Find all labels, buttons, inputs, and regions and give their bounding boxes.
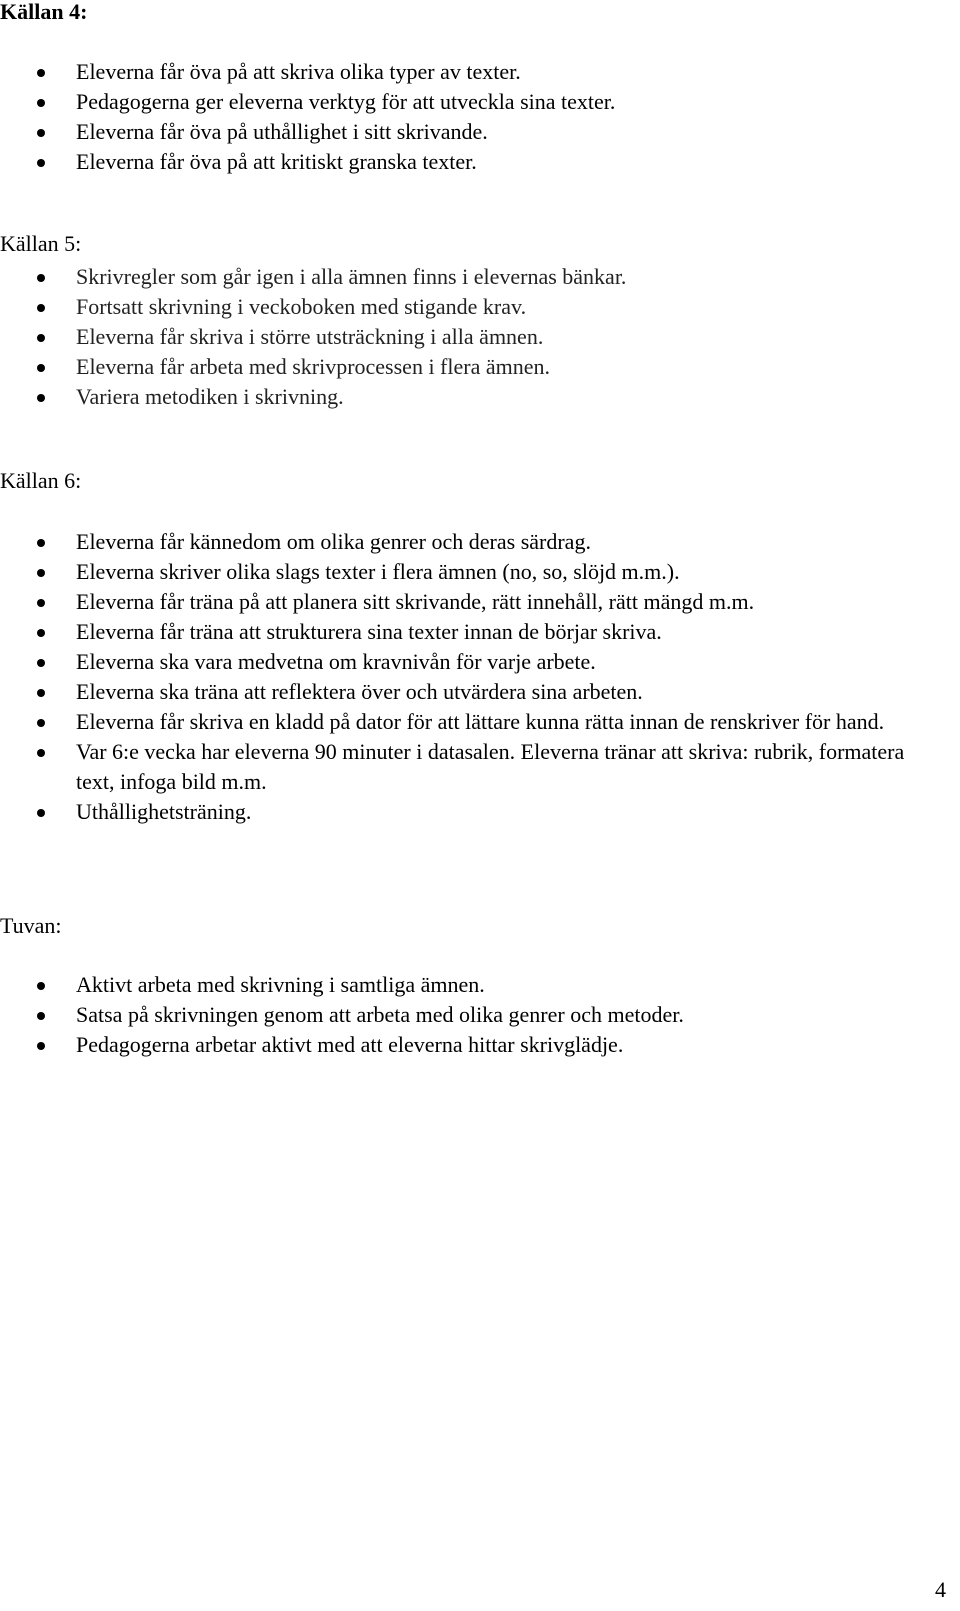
bullet-list-kallan-5: [0, 262, 960, 412]
list-item: [0, 707, 960, 737]
bullet-icon: [37, 364, 45, 372]
list-item-text: Eleverna skriver olika slags texter i flera ämnen (no, so, slöjd m.m.).: [76, 559, 680, 584]
list-item-text: Skrivregler som går igen i alla ämnen finns i elevernas bänkar.: [76, 264, 627, 289]
bullet-icon: [37, 659, 45, 667]
list-item-text: Eleverna får arbeta med skrivprocessen i flera ämnen.: [76, 354, 550, 379]
bullet-icon: [37, 719, 45, 727]
list-item: [0, 352, 960, 382]
list-item: [0, 797, 960, 827]
list-item: [0, 1000, 960, 1030]
bullet-icon: [37, 539, 45, 547]
list-item: [0, 382, 960, 412]
list-item-text: Eleverna får skriva i större utsträckning i alla ämnen.: [76, 324, 544, 349]
section-heading-tuvan: Tuvan:: [0, 913, 62, 938]
list-item-text: Aktivt arbeta med skrivning i samtliga ämnen.: [76, 972, 485, 997]
list-item-text: Pedagogerna ger eleverna verktyg för att utveckla sina texter.: [76, 89, 616, 114]
section-heading-kallan-5: Källan 5:: [0, 231, 82, 256]
list-item: [0, 117, 960, 147]
bullet-icon: [37, 394, 45, 402]
bullet-icon: [37, 599, 45, 607]
list-item: [0, 1030, 960, 1060]
bullet-icon: [37, 809, 45, 817]
list-item: [0, 57, 960, 87]
list-item-text: Eleverna får öva på att kritiskt granska texter.: [76, 149, 477, 174]
bullet-icon: [37, 982, 45, 990]
bullet-icon: [37, 1012, 45, 1020]
list-item-text: Eleverna får kännedom om olika genrer och deras särdrag.: [76, 529, 591, 554]
list-item: [0, 677, 960, 707]
list-item: [0, 647, 960, 677]
bullet-icon: [37, 69, 45, 77]
bullet-icon: [37, 129, 45, 137]
bullet-icon: [37, 99, 45, 107]
bullet-icon: [37, 629, 45, 637]
list-item: [0, 87, 960, 117]
list-item: [0, 322, 960, 352]
list-item-text: Pedagogerna arbetar aktivt med att eleverna hittar skrivglädje.: [76, 1032, 624, 1057]
list-item: [0, 617, 960, 647]
bullet-icon: [37, 159, 45, 167]
list-item-text: Variera metodiken i skrivning.: [76, 384, 344, 409]
bullet-list-kallan-6: [0, 527, 960, 827]
list-item: [0, 587, 960, 617]
bullet-icon: [37, 569, 45, 577]
list-item-text: Eleverna får träna på att planera sitt skrivande, rätt innehåll, rätt mängd m.m.: [76, 589, 755, 614]
list-item-text: Eleverna får skriva en kladd på dator för att lättare kunna rätta innan de renskriver för hand.: [76, 709, 885, 734]
list-item: [0, 262, 960, 292]
list-item: [0, 970, 960, 1000]
list-item-text: Fortsatt skrivning i veckoboken med stigande krav.: [76, 294, 527, 319]
list-item-text: Eleverna ska träna att reflektera över och utvärdera sina arbeten.: [76, 679, 643, 704]
list-item-text: Eleverna får träna att strukturera sina texter innan de börjar skriva.: [76, 619, 662, 644]
bullet-icon: [37, 689, 45, 697]
list-item-text: Eleverna ska vara medvetna om kravnivån för varje arbete.: [76, 649, 596, 674]
list-item: [0, 292, 960, 322]
list-item: [0, 737, 960, 797]
list-item-text: Satsa på skrivningen genom att arbeta med olika genrer och metoder.: [76, 1002, 684, 1027]
bullet-icon: [37, 749, 45, 757]
list-item-text: Var 6:e vecka har eleverna 90 minuter i datasalen. Eleverna tränar att skriva: rubrik, formatera text, infoga bild m.m.: [76, 739, 905, 794]
list-item-text: Uthållighetsträning.: [76, 799, 252, 824]
list-item: [0, 527, 960, 557]
bullet-icon: [37, 334, 45, 342]
section-heading-kallan-4: Källan 4:: [0, 0, 88, 24]
list-item-text: Eleverna får öva på uthållighet i sitt skrivande.: [76, 119, 488, 144]
list-item: [0, 557, 960, 587]
bullet-icon: [37, 274, 45, 282]
bullet-icon: [37, 304, 45, 312]
section-heading-kallan-6: Källan 6:: [0, 468, 82, 493]
list-item-text: Eleverna får öva på att skriva olika typer av texter.: [76, 59, 521, 84]
page-number: 4: [935, 1577, 946, 1602]
bullet-list-kallan-4: [0, 57, 960, 177]
bullet-icon: [37, 1042, 45, 1050]
list-item: [0, 147, 960, 177]
bullet-list-tuvan: [0, 970, 960, 1060]
